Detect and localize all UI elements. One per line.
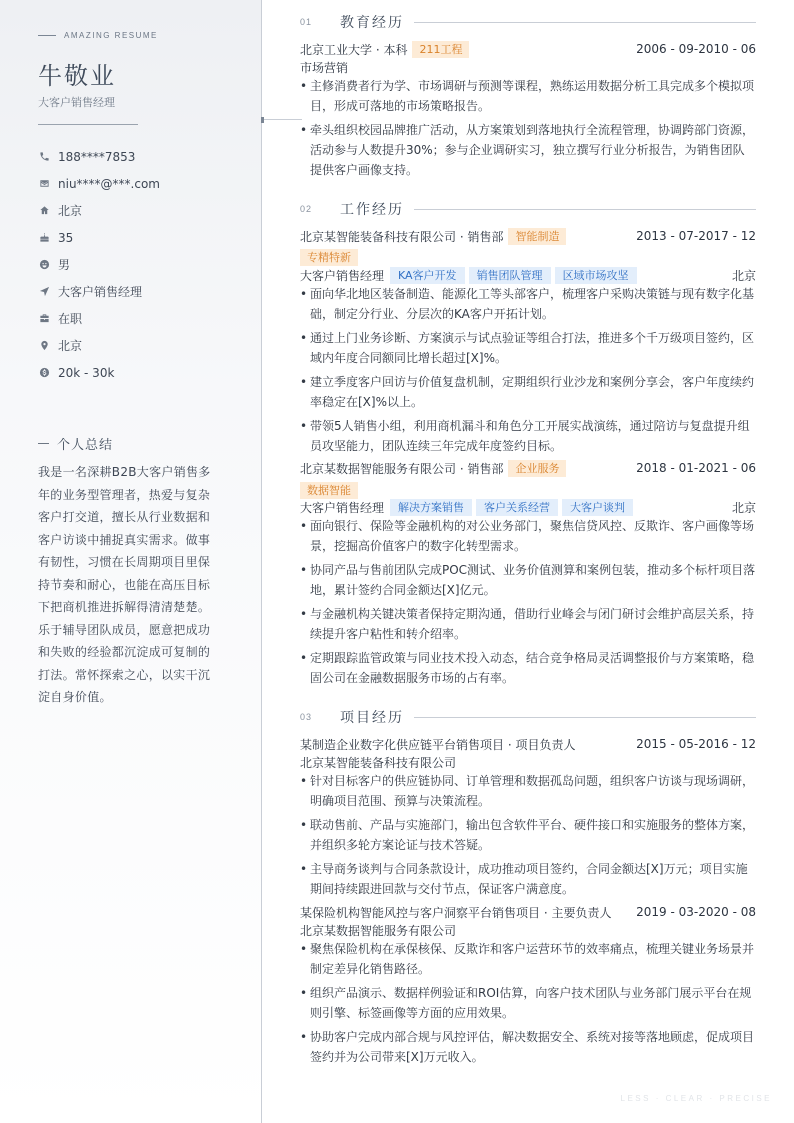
project-period: 2019 - 03-2020 - 08 <box>636 905 756 919</box>
project-header <box>300 903 756 921</box>
job-bullets <box>300 284 756 460</box>
contact-salary <box>38 359 160 386</box>
job-bullets <box>300 516 756 692</box>
contact-list <box>38 143 160 386</box>
job-badge-row <box>300 248 756 266</box>
major: 市场营销 <box>300 60 349 75</box>
project-company: 北京某智能装备科技有限公司 <box>300 755 457 770</box>
list-item: • 建立季度客户回访与价值复盘机制，定期组织行业沙龙和案例分享会，客户年度续约率稳定在[X]%以上。 <box>300 372 756 412</box>
section-title: 教育经历 <box>340 15 404 31</box>
skill-tag: 区域市场攻坚 <box>555 267 637 284</box>
section-number: 03 <box>300 712 313 722</box>
list-item: • 面向华北地区装备制造、能源化工等头部客户，梳理客户采购决策链与现有数字化基础，制定分行业、分层次的KA客户开拓计划。 <box>300 284 756 324</box>
project-name: 某制造企业数字化供应链平台销售项目 · 项目负责人 <box>300 737 576 752</box>
briefcase-icon <box>38 313 50 325</box>
sidebar-connector-line <box>262 119 302 120</box>
sidebar-connector-marker <box>261 117 264 123</box>
education-section-header <box>300 12 756 32</box>
list-item: • 带领5人销售小组，利用商机漏斗和角色分工开展实战演练，通过陪访与复盘提升组员攻坚能力，团队连续三年完成年度签约目标。 <box>300 416 756 456</box>
list-item: • 协同产品与售前团队完成POC测试、业务价值测算和案例包装，推动多个标杆项目落地，累计签约合同金额达[X]亿元。 <box>300 560 756 600</box>
contact-email <box>38 170 160 197</box>
contact-target-city <box>38 332 160 359</box>
project-company-row <box>300 753 756 771</box>
job-city: 北京 <box>731 500 756 515</box>
summary-dash <box>38 443 49 444</box>
industry-badge: 智能制造 <box>508 228 566 245</box>
footer-watermark: LESS · CLEAR · PRECISE <box>620 1094 772 1103</box>
list-item: • 主修消费者行为学、市场调研与预测等课程，熟练运用数据分析工具完成多个模拟项目，形成可落地的市场策略报告。 <box>300 76 756 116</box>
contact-email-text: niu****@***.com <box>58 176 160 191</box>
list-item: • 通过上门业务诊断、方案演示与试点验证等组合打法，推进多个千万级项目签约，区域内年度合同额同比增长超过[X]%。 <box>300 328 756 368</box>
list-item: • 聚焦保险机构在承保核保、反欺诈和客户运营环节的效率痛点，梳理关键业务场景并制定差异化销售路径。 <box>300 939 756 979</box>
list-item: • 组织产品演示、数据样例验证和ROI估算，向客户技术团队与业务部门展示平台在规则引擎、标签画像等方面的应用效果。 <box>300 983 756 1023</box>
summary-heading <box>38 434 113 453</box>
section-number: 02 <box>300 204 313 214</box>
job-header <box>300 459 756 477</box>
mail-icon <box>38 178 50 190</box>
job-role-row <box>300 266 756 284</box>
job-role: 大客户销售经理 <box>300 268 385 283</box>
birthday-cake-icon <box>38 232 50 244</box>
list-item: • 与金融机构关键决策者保持定期沟通，借助行业峰会与闭门研讨会维护高层关系，持续提升客户粘性和转介绍率。 <box>300 604 756 644</box>
skill-tag: 销售团队管理 <box>469 267 551 284</box>
school-badge: 211工程 <box>412 41 469 58</box>
job-city: 北京 <box>731 268 756 283</box>
section-title: 工作经历 <box>340 202 404 218</box>
tagline-text: AMAZING RESUME <box>64 31 158 40</box>
list-item: • 面向银行、保险等金融机构的对公业务部门，聚焦信贷风控、反欺诈、客户画像等场景，挖掘高价值客户的数字化转型需求。 <box>300 516 756 556</box>
education-major-row <box>300 58 756 76</box>
list-item: • 联动售前、产品与实施部门，输出包含软件平台、硬件接口和实施服务的整体方案，并组织多轮方案论证与技术答疑。 <box>300 815 756 855</box>
education-bullets <box>300 76 756 184</box>
job-period: 2018 - 01-2021 - 06 <box>636 461 756 475</box>
contact-residence-text: 北京 <box>58 204 83 218</box>
projects-section-header <box>300 707 756 727</box>
send-icon <box>38 286 50 298</box>
contact-age-text: 35 <box>58 230 74 245</box>
project-bullets <box>300 939 756 1071</box>
skill-tag: 大客户谈判 <box>562 499 633 516</box>
project-company: 北京某数据智能服务有限公司 <box>300 923 457 938</box>
contact-phone <box>38 143 160 170</box>
contact-target-position <box>38 278 160 305</box>
sidebar <box>0 0 262 1123</box>
summary-title: 个人总结 <box>57 438 114 453</box>
skill-tag: 客户关系经营 <box>476 499 558 516</box>
contact-status-text: 在职 <box>58 312 83 326</box>
salary-icon <box>38 367 50 379</box>
list-item: • 协助客户完成内部合规与风控评估，解决数据安全、系统对接等落地顾虑，促成项目签约并为公司带来[X]万元收入。 <box>300 1027 756 1067</box>
resume-tagline <box>38 31 158 40</box>
project-name: 某保险机构智能风控与客户洞察平台销售项目 · 主要负责人 <box>300 905 612 920</box>
contact-salary-text: 20k - 30k <box>58 365 115 380</box>
industry-badge: 数据智能 <box>300 482 358 499</box>
job-role-row <box>300 498 756 516</box>
company-name: 北京某智能装备科技有限公司 · 销售部 <box>300 229 504 244</box>
company-name: 北京某数据智能服务有限公司 · 销售部 <box>300 461 504 476</box>
candidate-name: 牛敬业 <box>38 62 116 90</box>
section-rule <box>414 209 756 210</box>
work-section-header <box>300 199 756 219</box>
section-title: 项目经历 <box>340 710 404 726</box>
contact-gender-text: 男 <box>58 258 71 272</box>
skill-tag: 解决方案销售 <box>390 499 472 516</box>
school-name: 北京工业大学 · 本科 <box>300 42 408 57</box>
list-item: • 牵头组织校园品牌推广活动，从方案策划到落地执行全流程管理，协调跨部门资源，活动参与人数提升30%；参与企业调研实习，独立撰写行业分析报告，为销售团队提供客户画像支持。 <box>300 120 756 180</box>
job-role: 大客户销售经理 <box>300 500 385 515</box>
list-item: • 主导商务谈判与合同条款设计，成功推动项目签约，合同金额达[X]万元；项目实施期间持续跟进回款与交付节点，保证客户满意度。 <box>300 859 756 899</box>
job-period: 2013 - 07-2017 - 12 <box>636 229 756 243</box>
section-rule <box>414 22 756 23</box>
divider <box>38 124 138 125</box>
contact-status <box>38 305 160 332</box>
industry-badge: 专精特新 <box>300 249 358 266</box>
contact-gender <box>38 251 160 278</box>
list-item: • 定期跟踪监管政策与同业技术投入动态，结合竞争格局灵活调整报价与方案策略，稳固公司在金融数据服务市场的占有率。 <box>300 648 756 688</box>
contact-residence <box>38 197 160 224</box>
candidate-title: 大客户销售经理 <box>38 96 115 109</box>
education-entry-header <box>300 40 756 58</box>
summary-text: 我是一名深耕B2B大客户销售多年的业务型管理者，热爱与复杂客户打交道，擅长从行业数据和客户访谈中捕捉真实需求。做事有韧性，习惯在长周期项目里保持节奏和耐心，也能在高压目标下把商机推进拆解得清清楚楚。乐于辅导团队成员，愿意把成功和失败的经验都沉淀成可复制的打法。常怀探索之心，以实干沉淀自身价值。 <box>38 465 211 704</box>
project-period: 2015 - 05-2016 - 12 <box>636 737 756 751</box>
contact-target-position-text: 大客户销售经理 <box>58 285 143 299</box>
project-bullets <box>300 771 756 903</box>
phone-icon <box>38 151 50 163</box>
education-period: 2006 - 09-2010 - 06 <box>636 42 756 56</box>
tagline-dash <box>38 35 56 36</box>
contact-phone-text: 188****7853 <box>58 149 136 164</box>
section-number: 01 <box>300 17 313 27</box>
home-icon <box>38 205 50 217</box>
industry-badge: 企业服务 <box>508 460 566 477</box>
job-badge-row <box>300 481 756 499</box>
project-company-row <box>300 921 756 939</box>
project-header <box>300 735 756 753</box>
contact-age <box>38 224 160 251</box>
job-header <box>300 227 756 245</box>
contact-target-city-text: 北京 <box>58 339 83 353</box>
location-pin-icon <box>38 340 50 352</box>
section-rule <box>414 717 756 718</box>
gender-icon <box>38 259 50 271</box>
skill-tag: KA客户开发 <box>390 267 465 284</box>
list-item: • 针对目标客户的供应链协同、订单管理和数据孤岛问题，组织客户访谈与现场调研，明确项目范围、预算与决策流程。 <box>300 771 756 811</box>
